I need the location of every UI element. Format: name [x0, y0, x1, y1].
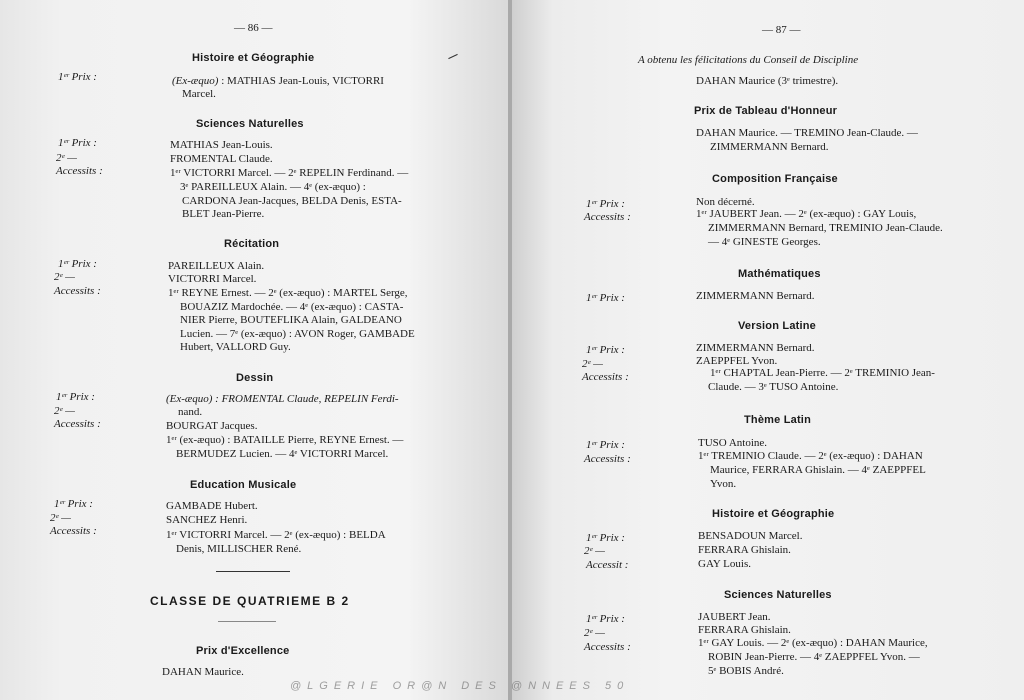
- section-title: Thème Latin: [744, 414, 811, 426]
- section-title: Sciences Naturelles: [724, 589, 832, 601]
- ex-aequo-text: (Ex-æquo): [172, 75, 219, 87]
- prize-label: Accessits :: [54, 285, 101, 297]
- page-number: — 86 —: [234, 22, 273, 34]
- prize-text: NIER Pierre, BOUTEFLIKA Alain, GALDEANO: [180, 314, 402, 326]
- section-title: Sciences Naturelles: [196, 118, 304, 130]
- prize-label: 2ᵉ —: [50, 512, 71, 524]
- prize-text: BLET Jean-Pierre.: [182, 208, 265, 220]
- watermark: @LGERIE OR@N DES @NNEES 50: [290, 680, 630, 692]
- prize-text: ZIMMERMANN Bernard.: [710, 141, 829, 153]
- prize-label: 2ᵉ —: [584, 545, 605, 557]
- prize-text: 5ᵉ BOBIS André.: [708, 665, 784, 677]
- prize-label: 1ᵉʳ Prix :: [586, 198, 625, 210]
- prize-text: ZIMMERMANN Bernard.: [696, 290, 815, 302]
- prize-text: Denis, MILLISCHER René.: [176, 543, 302, 555]
- prize-text: Hubert, VALLORD Guy.: [180, 341, 291, 353]
- prize-label: 1ᵉʳ Prix :: [586, 532, 625, 544]
- prize-text: DAHAN Maurice. — TREMINO Jean-Claude. —: [696, 127, 918, 139]
- class-title: CLASSE DE QUATRIEME B 2: [150, 594, 350, 608]
- left-page: [0, 0, 510, 700]
- prize-text: CARDONA Jean-Jacques, BELDA Denis, ESTA-: [182, 195, 402, 207]
- prize-label: Accessits :: [56, 165, 103, 177]
- prize-text: GAMBADE Hubert.: [166, 500, 258, 512]
- prize-text: 1ᵉʳ JAUBERT Jean. — 2ᵉ (ex-æquo) : GAY Louis,: [696, 208, 917, 220]
- prize-text: 1ᵉʳ GAY Louis. — 2ᵉ (ex-æquo) : DAHAN Maurice,: [698, 637, 928, 649]
- section-title: Composition Française: [712, 173, 838, 185]
- prize-text: SANCHEZ Henri.: [166, 514, 248, 526]
- prize-text: MATHIAS Jean-Louis.: [170, 139, 273, 151]
- prize-text: FERRARA Ghislain.: [698, 624, 791, 636]
- prize-text: DAHAN Maurice.: [162, 666, 244, 678]
- prize-label: Accessits :: [54, 418, 101, 430]
- divider: [216, 571, 290, 572]
- prize-label: 2ᵉ —: [582, 358, 603, 370]
- section-title: Prix d'Excellence: [196, 645, 290, 657]
- section-title: Mathématiques: [738, 268, 821, 280]
- prize-label: 1ᵉʳ Prix :: [586, 344, 625, 356]
- page-number: — 87 —: [762, 24, 801, 36]
- prize-label: Accessits :: [584, 453, 631, 465]
- prize-text: 1ᵉʳ REYNE Ernest. — 2ᵉ (ex-æquo) : MARTEL Serge,: [168, 287, 408, 299]
- prize-text: 3ᵉ PAREILLEUX Alain. — 4ᵉ (ex-æquo) :: [180, 181, 366, 193]
- prize-text: Non décerné.: [696, 196, 755, 208]
- prize-text: GAY Louis.: [698, 558, 751, 570]
- prize-label: Accessits :: [584, 641, 631, 653]
- prize-text: TUSO Antoine.: [698, 437, 768, 449]
- prize-label: Accessits :: [50, 525, 97, 537]
- prize-label: 2ᵉ —: [54, 271, 75, 283]
- section-title: Prix de Tableau d'Honneur: [694, 105, 838, 117]
- prize-label: 2ᵉ —: [54, 405, 75, 417]
- prize-text: ZAEPPFEL Yvon.: [696, 355, 778, 367]
- prize-label: 1ᵉʳ Prix :: [58, 258, 97, 270]
- prize-text: BENSADOUN Marcel.: [698, 530, 803, 542]
- prize-text: Maurice, FERRARA Ghislain. — 4ᵉ ZAEPPFEL: [710, 464, 926, 476]
- prize-text: [172, 75, 384, 89]
- section-title: Dessin: [236, 372, 274, 384]
- prize-text: Yvon.: [710, 478, 737, 490]
- prize-text: Claude. — 3ᵉ TUSO Antoine.: [708, 381, 839, 393]
- prize-text: — 4ᵉ GINESTE Georges.: [708, 236, 821, 248]
- prize-text: Marcel.: [182, 88, 216, 100]
- section-title: Histoire et Géographie: [712, 508, 835, 520]
- right-page: [512, 0, 1024, 700]
- prize-label: 1ᵉʳ Prix :: [586, 292, 625, 304]
- prize-names: : MATHIAS Jean-Louis, VICTORRI: [218, 75, 384, 87]
- prize-text: 1ᵉʳ VICTORRI Marcel. — 2ᵉ REPELIN Ferdinand. —: [170, 167, 409, 179]
- prize-label: 2ᵉ —: [56, 152, 77, 164]
- prize-text: nand.: [178, 406, 203, 418]
- prize-text: FERRARA Ghislain.: [698, 544, 791, 556]
- prize-label: 1ᵉʳ Prix :: [56, 391, 95, 403]
- section-title: Version Latine: [738, 320, 816, 332]
- pen-mark: [448, 54, 457, 59]
- prize-text: 1ᵉʳ CHAPTAL Jean-Pierre. — 2ᵉ TREMINIO Jean-: [710, 367, 935, 379]
- prize-text: PAREILLEUX Alain.: [168, 260, 265, 272]
- prize-text: (Ex-æquo) : FROMENTAL Claude, REPELIN Ferdi-: [166, 393, 399, 405]
- prize-text: ZIMMERMANN Bernard.: [696, 342, 815, 354]
- prize-text: BERMUDEZ Lucien. — 4ᵉ VICTORRI Marcel.: [176, 448, 389, 460]
- prize-text: 1ᵉʳ (ex-æquo) : BATAILLE Pierre, REYNE Ernest. —: [166, 434, 404, 446]
- section-title: Histoire et Géographie: [192, 52, 315, 64]
- felicitations-text: A obtenu les félicitations du Conseil de Discipline: [638, 54, 859, 66]
- prize-label: 2ᵉ —: [584, 627, 605, 639]
- prize-label: Accessit :: [586, 559, 629, 571]
- prize-label: 1ᵉʳ Prix :: [54, 498, 93, 510]
- prize-label: 1ᵉʳ Prix :: [586, 439, 625, 451]
- section-title: Récitation: [224, 238, 280, 250]
- prize-label: Accessits :: [582, 371, 629, 383]
- prize-text: FROMENTAL Claude.: [170, 153, 273, 165]
- prize-text: BOUAZIZ Mardochée. — 4ᵉ (ex-æquo) : CASTA-: [180, 301, 404, 313]
- prize-text: BOURGAT Jacques.: [166, 420, 258, 432]
- prize-label: 1ᵉʳ Prix :: [58, 71, 97, 83]
- prize-label: 1ᵉʳ Prix :: [58, 137, 97, 149]
- prize-text: 1ᵉʳ VICTORRI Marcel. — 2ᵉ (ex-æquo) : BELDA: [166, 529, 386, 541]
- prize-label: Accessits :: [584, 211, 631, 223]
- prize-text: ROBIN Jean-Pierre. — 4ᵉ ZAEPPFEL Yvon. —: [708, 651, 920, 663]
- felicitations-name: DAHAN Maurice (3ᵉ trimestre).: [696, 75, 839, 87]
- divider: [218, 621, 276, 622]
- section-title: Education Musicale: [190, 479, 297, 491]
- prize-text: JAUBERT Jean.: [698, 611, 771, 623]
- prize-text: ZIMMERMANN Bernard, TREMINIO Jean-Claude.: [708, 222, 943, 234]
- prize-label: 1ᵉʳ Prix :: [586, 613, 625, 625]
- prize-text: Lucien. — 7ᵉ (ex-æquo) : AVON Roger, GAMBADE: [180, 328, 415, 340]
- prize-text: VICTORRI Marcel.: [168, 273, 257, 285]
- prize-text: 1ᵉʳ TREMINIO Claude. — 2ᵉ (ex-æquo) : DAHAN: [698, 450, 923, 462]
